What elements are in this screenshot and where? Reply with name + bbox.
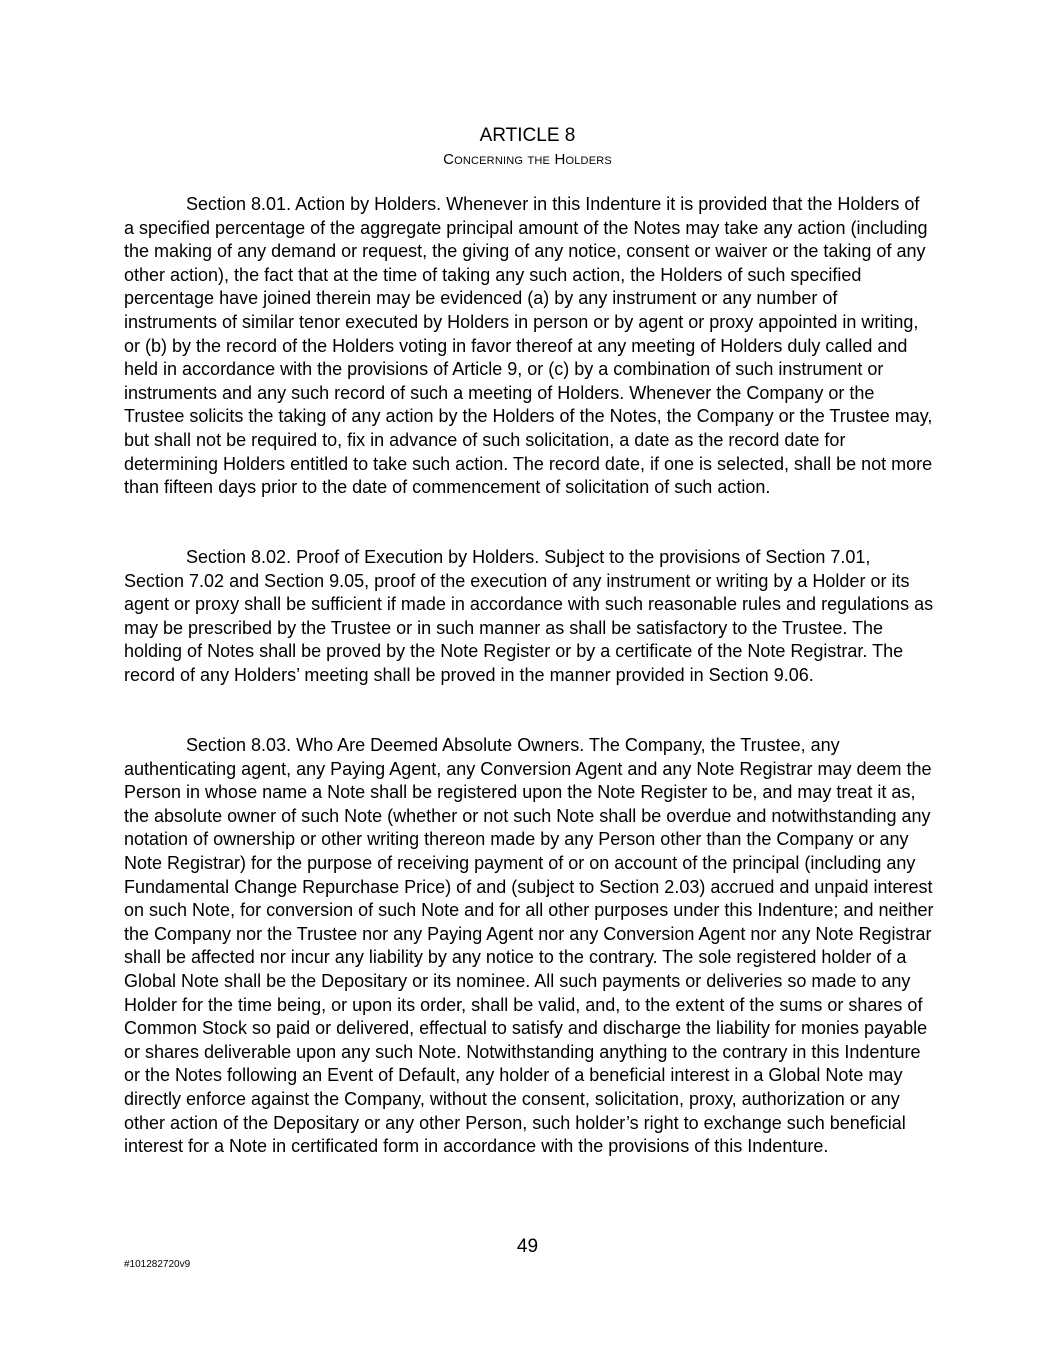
section-8-01-paragraph	[124, 193, 934, 500]
section-8-02-text: Section 8.02. Proof of Execution by Holders. Subject to the provisions of Section 7.01, Section 7.02 and Section 9.05, proof of the execution of any instrument or writing by a Holder or its agent or proxy shall be sufficient if made in accordance with such reasonable rules and regulations as may be prescribed by the Trustee or in such manner as shall be satisfactory to the Trustee. The holding of Notes shall be proved by the Note Register or by a certificate of the Note Registrar. The record of any Holders’ meeting shall be proved in the manner provided in Section 9.06.	[124, 547, 934, 685]
section-8-02-paragraph	[124, 546, 934, 688]
article-subtitle: Concerning the Holders	[443, 151, 612, 168]
section-8-01-text: Section 8.01. Action by Holders. Whenever in this Indenture it is provided that the Holders of a specified percentage of the aggregate principal amount of the Notes may take any action (including the making of any demand or request, the giving of any notice, consent or waiver or the taking of any other action), the fact that at the time of taking any such action, the Holders of such specified percentage have joined therein may be evidenced (a) by any instrument or any number of instruments of similar tenor executed by Holders in person or by agent or proxy appointed in writing, or (b) by the record of the Holders voting in favor thereof at any meeting of Holders duly called and held in accordance with the provisions of Article 9, or (c) by a combination of such instrument or instruments and any such record of such a meeting of Holders. Whenever the Company or the Trustee solicits the taking of any action by the Holders of the Notes, the Company or the Trustee may, but shall not be required to, fix in advance of such solicitation, a date as the record date for determining Holders entitled to take such action. The record date, if one is selected, shall be not more than fifteen days prior to the date of commencement of solicitation of such action.	[124, 194, 933, 498]
page-number: 49	[516, 1236, 539, 1257]
article-title: ARTICLE 8	[479, 125, 576, 146]
section-8-03-text: Section 8.03. Who Are Deemed Absolute Owners. The Company, the Trustee, any authenticating agent, any Paying Agent, any Conversion Agent and any Note Registrar may deem the Person in whose name a Note shall be registered upon the Note Register to be, and may treat it as, the absolute owner of such Note (whether or not such Note shall be overdue and notwithstanding any notation of ownership or other writing thereon made by any Person other than the Company or any Note Registrar) for the purpose of receiving payment of or on account of the principal (including any Fundamental Change Repurchase Price) of and (subject to Section 2.03) accrued and unpaid interest on such Note, for conversion of such Note and for all other purposes under this Indenture; and neither the Company nor the Trustee nor any Paying Agent nor any Conversion Agent nor any Note Registrar shall be affected nor incur any liability by any notice to the contrary. The sole registered holder of a Global Note shall be the Depositary or its nominee. All such payments or deliveries so made to any Holder for the time being, or upon its order, shall be valid, and, to the extent of the sums or shares of Common Stock so paid or delivered, effectual to satisfy and discharge the liability for monies payable or shares deliverable upon any such Note. Notwithstanding anything to the contrary in this Indenture or the Notes following an Event of Default, any holder of a beneficial interest in a Global Note may directly enforce against the Company, without the consent, solicitation, proxy, authorization or any other action of the Depositary or any other Person, such holder’s right to exchange such beneficial interest for a Note in certificated form in accordance with the provisions of this Indenture.	[124, 735, 934, 1157]
document-id: #101282720v9	[124, 1259, 191, 1270]
section-8-03-paragraph	[124, 734, 934, 1159]
